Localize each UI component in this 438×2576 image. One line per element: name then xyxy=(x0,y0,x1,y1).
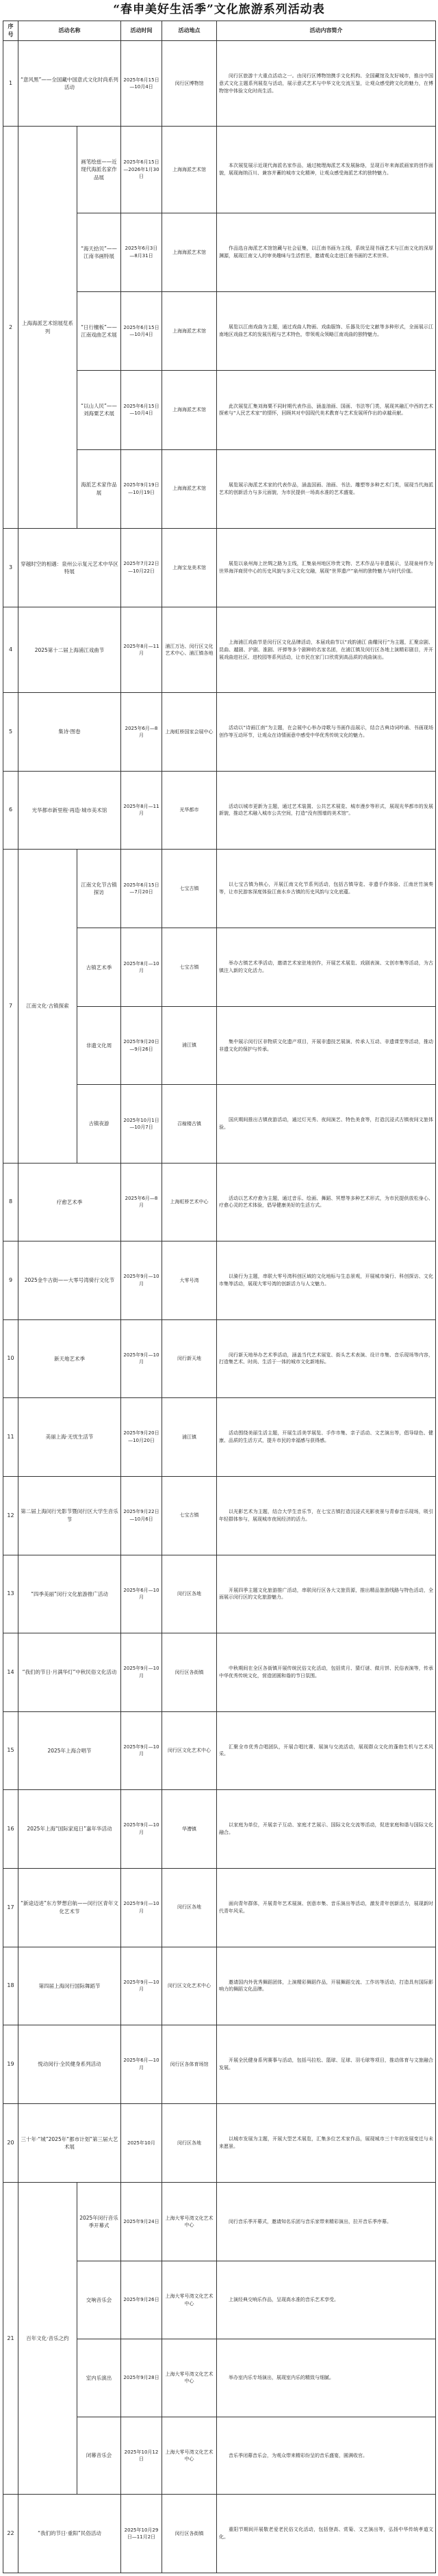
activity-description: 此次展览汇集刘海粟不同时期代表作品，涵盖油画、国画、书法等门类，展现其融汇中西的艺术探索与“人民艺术家”的情怀，回顾其对中国现代美术教育与艺术发展所作出的卓越贡献。 xyxy=(217,371,436,449)
activity-name: 疗愈艺术季 xyxy=(18,1163,121,1241)
activity-time: 2025年9月—10月 xyxy=(121,1711,162,1789)
row-number: 2 xyxy=(3,127,18,529)
activity-location: 上海海派艺术馆 xyxy=(162,213,217,291)
table-row xyxy=(3,693,436,771)
activity-location: 闵行区各街镇 xyxy=(162,2495,217,2573)
table-row xyxy=(3,41,436,127)
activity-description: 以骑行为主题，串联大零号湾科创区域的文化地标与生态景观，开展城市骑行、科创探访、文化市集等活动，展现大零号湾的创新活力与人文魅力。 xyxy=(217,1241,436,1319)
activity-description: 集中展示闵行区非物质文化遗产项目，开展非遗技艺展演、传承人互动、非遗课堂等活动，推动非遗文化的保护与传承。 xyxy=(217,1006,436,1084)
activity-location: 闵行区各街镇 xyxy=(162,1633,217,1711)
sub-activity-name: “海天拾贝”——江南书画特展 xyxy=(77,213,121,291)
row-number: 11 xyxy=(3,1398,18,1476)
activity-description: 上演经典交响乐作品，呈现高水准的音乐艺术享受。 xyxy=(217,2261,436,2339)
activity-description: 开展四季主题文化旅游推广活动，串联闵行区各大文旅资源，推出精品旅游线路与特色活动，全面展示闵行区的文化旅游魅力。 xyxy=(217,1555,436,1633)
activity-time: 2025年9月28日 xyxy=(121,2339,162,2417)
activity-time: 2025年6月—10月 xyxy=(121,1555,162,1633)
activity-name: 上海海派艺术馆展览系列 xyxy=(18,127,77,529)
activity-name: 集诗·图卷 xyxy=(18,693,121,771)
activity-time: 2025年10月1日—10月7日 xyxy=(121,1085,162,1163)
activity-location: 闵行区文化艺术中心 xyxy=(162,1947,217,2025)
activity-name: 第四届上海闵行国际舞蹈节 xyxy=(18,1947,121,2025)
table-row xyxy=(3,1241,436,1319)
activity-time: 2025年6月3日—8月31日 xyxy=(121,213,162,291)
table-row xyxy=(3,1633,436,1711)
activity-time: 2025年6月—8月 xyxy=(121,693,162,771)
activity-name: “四季美丽”闵行文化旅游推广活动 xyxy=(18,1555,121,1633)
sub-activity-name: 古镇艺术季 xyxy=(77,928,121,1006)
activity-location: 上海虹桥国家会展中心 xyxy=(162,693,217,771)
sub-activity-name: “日行檀板”——江南戏曲艺术展 xyxy=(77,292,121,371)
activity-time: 2025年7月22日—10月22日 xyxy=(121,528,162,607)
activity-location: 大零号湾 xyxy=(162,1241,217,1319)
activity-location: 浦江镇 xyxy=(162,1006,217,1084)
activity-location: 七宝古镇 xyxy=(162,850,217,928)
activity-time: 2025年9月—10月 xyxy=(121,1319,162,1397)
activity-time: 2025年9月—10月 xyxy=(121,1868,162,1947)
table-row xyxy=(3,771,436,849)
row-number: 17 xyxy=(3,1868,18,1947)
table-row xyxy=(3,528,436,607)
activity-description: 中秋期间在全区各街镇开展传统民俗文化活动，包括赏月、猜灯谜、做月饼、民俗表演等，传承中华优秀传统文化，营造团圆和谐的节日氛围。 xyxy=(217,1633,436,1711)
activity-time: 2025年10月29日—11月2日 xyxy=(121,2495,162,2573)
activity-description: 展览以江南戏曲为主题，通过戏曲人物画、戏曲服饰、乐器及历史文献等多种形式，全面展示江南地区戏曲艺术的发展历程与艺术特色，带领观众领略江南戏曲的独特魅力。 xyxy=(217,292,436,371)
activity-location: 上海海派艺术馆 xyxy=(162,371,217,449)
table-row xyxy=(3,1476,436,1555)
row-number: 20 xyxy=(3,2103,18,2182)
activity-time: 2025年8月—11月 xyxy=(121,771,162,849)
table-row xyxy=(3,1555,436,1633)
activity-time: 2025年10月 xyxy=(121,2103,162,2182)
activity-location: 上海虹桥艺术中心 xyxy=(162,1163,217,1241)
activity-time: 2025年9月—10月 xyxy=(121,1633,162,1711)
table-body xyxy=(3,41,436,2573)
activity-description: 作品选自海派艺术馆馆藏与社会征集，以江南书画为主线，系统呈现书画艺术与江南文化的深厚渊源，展现江南文人的审美趣味与生活哲思，邀请观众走进江南书画的艺术世界。 xyxy=(217,213,436,291)
activity-description: 以光影艺术为主题，结合大学生音乐节，在七宝古镇打造沉浸式光影夜景与青春音乐现场，吸引年轻群体参与，展现城市夜间经济的活力。 xyxy=(217,1476,436,1555)
activity-time: 2025年9月22日—10月6日 xyxy=(121,1476,162,1555)
activity-description: 活动以艺术疗愈为主题，通过音乐、绘画、舞蹈、冥想等多种艺术形式，为市民提供放松身心、疗愈心灵的艺术体验，倡导健康美好的生活方式。 xyxy=(217,1163,436,1241)
activity-name: 2025年上海合唱节 xyxy=(18,1711,121,1789)
row-number: 1 xyxy=(3,41,18,127)
activity-time: 2025年9月20日—9月26日 xyxy=(121,1006,162,1084)
activity-time: 2025年8月—10月 xyxy=(121,928,162,1006)
table-row xyxy=(3,1947,436,2025)
activity-location: 七宝古镇 xyxy=(162,1476,217,1555)
activity-time: 2025年10月12日 xyxy=(121,2417,162,2495)
table-row xyxy=(3,2103,436,2182)
activity-description: 闵行新天地举办艺术季活动，涵盖当代艺术展览、街头艺术表演、设计市集、音乐现场等内容，打造集艺术、时尚、生活于一体的城市文化新地标。 xyxy=(217,1319,436,1397)
sub-activity-name: 室内乐演出 xyxy=(77,2339,121,2417)
activity-name: “我们的节日·月满华灯”中秋民俗文化活动 xyxy=(18,1633,121,1711)
activity-description: 活动以“诗画江南”为主题，在会展中心举办诗歌与书画作品展示，结合古典诗词吟诵、书画现场创作等互动环节，让观众在诗情画意中感受中华优秀传统文化的魅力。 xyxy=(217,693,436,771)
row-number: 13 xyxy=(3,1555,18,1633)
row-number: 21 xyxy=(3,2182,18,2495)
row-number: 18 xyxy=(3,1947,18,2025)
activity-location: 上海海派艺术馆 xyxy=(162,449,217,528)
sub-activity-name: 画笔绘兹——近现代海派名家作品展 xyxy=(77,127,121,213)
activity-location: 闵行新天地 xyxy=(162,1319,217,1397)
activity-location: 七宝古镇 xyxy=(162,928,217,1006)
activity-time: 2025年6月15日—10月4日 xyxy=(121,371,162,449)
table-row xyxy=(3,127,436,213)
activity-location: 闵行区各地 xyxy=(162,2103,217,2182)
table-row xyxy=(3,1319,436,1397)
row-number: 5 xyxy=(3,693,18,771)
activity-location: 闵行区文化艺术中心 xyxy=(162,1711,217,1789)
sub-activity-name: 交响音乐会 xyxy=(77,2261,121,2339)
header-no: 序号 xyxy=(3,21,18,41)
activity-name: “意风黑”——全国藏中国意式文化时尚系列活动 xyxy=(18,41,121,127)
row-number: 3 xyxy=(3,528,18,607)
activity-description: 以家庭为单位，开展亲子互动、家庭才艺展示、国际文化交流等活动，促进家庭和谐与国际文化融合。 xyxy=(217,1790,436,1868)
activity-time: 2025年6月15日—10月4日 xyxy=(121,41,162,127)
activity-location: 闵行区各地 xyxy=(162,1555,217,1633)
sub-activity-name: 江南文化节古镇探访 xyxy=(77,850,121,928)
row-number: 6 xyxy=(3,771,18,849)
activity-time: 2025年9月26日 xyxy=(121,2261,162,2339)
activity-description: 本次展览展示近现代海派名家作品，通过梳理海派艺术发展脉络，呈现百年来海派画家的创作面貌，展现海纳百川、兼容并蓄的城市文化精神，让观众感受海派艺术的独特魅力。 xyxy=(217,127,436,213)
activity-location: 上海大零号湾文化艺术中心 xyxy=(162,2339,217,2417)
activity-location: 光华都市 xyxy=(162,771,217,849)
activity-location: 华漕镇 xyxy=(162,1790,217,1868)
row-number: 4 xyxy=(3,607,18,693)
table-header-row xyxy=(3,21,436,41)
row-number: 14 xyxy=(3,1633,18,1711)
table-row xyxy=(3,2495,436,2573)
activity-time: 2025年9月—10月 xyxy=(121,1790,162,1868)
activity-location: 闵行区各体育场馆 xyxy=(162,2025,217,2103)
table-row xyxy=(3,1711,436,1789)
activity-description: 闵行区旅游十大重点活动之一。由闵行区博物馆携手文化机构、全国藏馆及友好城市，推出中国意式文化主题系列展览与活动，展示意式艺术与中华文化交流互鉴，让观众感受跨文化的魅力，在博物馆中体验文化时尚生活。 xyxy=(217,41,436,127)
activity-time: 2025年6月—8月 xyxy=(121,1163,162,1241)
activity-description: 重阳节期间开展敬老爱老民俗文化活动，包括登高、赏菊、文艺演出等，弘扬中华传统孝道文化。 xyxy=(217,2495,436,2573)
activity-description: 闵行音乐季开幕式，邀请知名乐团与音乐家带来精彩演出，拉开音乐季序幕。 xyxy=(217,2182,436,2261)
row-number: 10 xyxy=(3,1319,18,1397)
activity-name: 新天地艺术季 xyxy=(18,1319,121,1397)
activity-location: 浦江万达、闵行区文化艺术中心、浦江镇各地 xyxy=(162,607,217,693)
activity-time: 2025年9月—10月 xyxy=(121,1241,162,1319)
table-header xyxy=(3,21,436,41)
activity-description: 邀请国内外优秀舞蹈团体，上演精彩舞蹈作品，开展舞蹈交流、工作坊等活动，打造具有国际影响力的舞蹈文化品牌。 xyxy=(217,1947,436,2025)
header-name: 活动名称 xyxy=(18,21,121,41)
activity-description: 音乐季闭幕音乐会，为观众带来精彩纷呈的音乐盛宴，圆满收官。 xyxy=(217,2417,436,2495)
activity-name: 悦动闵行·全民健身系列活动 xyxy=(18,2025,121,2103)
row-number: 16 xyxy=(3,1790,18,1868)
activity-time: 2025年6月15日—7月20日 xyxy=(121,850,162,928)
activity-description: 国庆期间推出古镇夜游活动，通过灯光秀、夜间演艺、特色美食等，打造沉浸式古镇夜间文旅体验。 xyxy=(217,1085,436,1163)
table-row xyxy=(3,850,436,928)
activity-name: 三十年·“城”2025年“都市计划”第三届大艺术展 xyxy=(18,2103,121,2182)
header-location: 活动地点 xyxy=(162,21,217,41)
activity-name: “我们的节日·重阳”民俗活动 xyxy=(18,2495,121,2573)
table-row xyxy=(3,1398,436,1476)
activity-location: 上海大零号湾文化艺术中心 xyxy=(162,2261,217,2339)
activity-description: 举办古镇艺术季活动，邀请艺术家驻地创作，开展艺术展览、戏剧表演、文创市集等活动，为古镇注入新的文化活力。 xyxy=(217,928,436,1006)
sub-activity-name: 非遗文化周 xyxy=(77,1006,121,1084)
table-row xyxy=(3,1163,436,1241)
activity-description: 以七宝古镇为核心，开展江南文化节系列活动，包括古镇导览、非遗手作体验、江南丝竹演奏等，让市民游客深度体验江南水乡古镇的历史风韵与文化底蕴。 xyxy=(217,850,436,928)
activity-name: 百年文化·音乐之约 xyxy=(18,2182,77,2495)
row-number: 9 xyxy=(3,1241,18,1319)
table-row xyxy=(3,2025,436,2103)
activity-name: 光华都市新里程·再造·城市美术馆 xyxy=(18,771,121,849)
activity-location: 上海宝龙美术馆 xyxy=(162,528,217,607)
activity-description: 展览以泉州海上丝绸之路为主线，汇集泉州地区珍贵文物、艺术作品与非遗展示，呈现泉州作为世界海洋商贸中心的历史风貌与多元文化交融，展现“世界遗产”泉州的独特魅力与时代价值。 xyxy=(217,528,436,607)
activity-name: 2025第十二届上海浦江戏曲节 xyxy=(18,607,121,693)
activity-location: 上海海派艺术馆 xyxy=(162,127,217,213)
activity-name: “新途迈进”东方梦想启航——闵行区青年文化艺术节 xyxy=(18,1868,121,1947)
sub-activity-name: 海派艺术家作品展 xyxy=(77,449,121,528)
row-number: 7 xyxy=(3,850,18,1164)
activity-location: 闵行区博物馆 xyxy=(162,41,217,127)
activity-name: 第二届上海闵行光影节暨闵行区大学生音乐节 xyxy=(18,1476,121,1555)
activity-table xyxy=(3,21,436,2573)
activity-description: 展览展示海派艺术家的代表作品，涵盖国画、油画、书法、雕塑等多种艺术门类，展现当代海派艺术的创新活力与多元面貌，为市民提供一场高水准的艺术盛宴。 xyxy=(217,449,436,528)
row-number: 19 xyxy=(3,2025,18,2103)
row-number: 8 xyxy=(3,1163,18,1241)
activity-description: 以城市发展为主题，开展大型艺术展览，汇集多位艺术家作品，展现城市三十年的发展变迁与未来愿景。 xyxy=(217,2103,436,2182)
row-number: 15 xyxy=(3,1711,18,1789)
table-row xyxy=(3,1868,436,1947)
activity-name: 穿越时空的相遇：泉州公示复元艺术中华区特展 xyxy=(18,528,121,607)
table-row xyxy=(3,2182,436,2261)
row-number: 12 xyxy=(3,1476,18,1555)
row-number: 22 xyxy=(3,2495,18,2573)
activity-time: 2025年6月15日—10月4日 xyxy=(121,292,162,371)
activity-location: 召稼楼古镇 xyxy=(162,1085,217,1163)
table-row xyxy=(3,1790,436,1868)
activity-description: 活动围绕美丽生活主题，开展生活美学展览、手作市集、亲子活动、文艺演出等，倡导绿色、健康、品质的生活方式，提升市民的幸福感与获得感。 xyxy=(217,1398,436,1476)
sub-activity-name: “以山人民”——刘海粟艺术展 xyxy=(77,371,121,449)
table-row xyxy=(3,607,436,693)
activity-time: 2025年9月24日 xyxy=(121,2182,162,2261)
activity-location: 上海大零号湾文化艺术中心 xyxy=(162,2182,217,2261)
activity-description: 开展全民健身系列赛事与活动，包括马拉松、篮球、足球、羽毛球等项目，推动体育与文旅融合发展。 xyxy=(217,2025,436,2103)
activity-time: 2025年9月20日—10月20日 xyxy=(121,1398,162,1476)
sub-activity-name: 古镇夜游 xyxy=(77,1085,121,1163)
activity-time: 2025年6月15日—2026年1月30日 xyxy=(121,127,162,213)
activity-name: 2025金牛古街——大零号湾骑行文化节 xyxy=(18,1241,121,1319)
activity-time: 2025年9月—10月 xyxy=(121,1947,162,2025)
activity-name: 江南文化·古镇探索 xyxy=(18,850,77,1164)
activity-description: 汇聚全市优秀合唱团队，开展合唱比赛、展演与交流活动，展现群众文化的蓬勃生机与艺术风采。 xyxy=(217,1711,436,1789)
document-title: “春申美好生活季”文化旅游系列活动表 xyxy=(113,3,325,16)
header-description: 活动内容简介 xyxy=(217,21,436,41)
activity-description: 活动以城市更新为主题，通过艺术装置、公共艺术展览、城市漫步等形式，展现光华都市的发展新貌，推动艺术融入城市公共空间，打造“没有围墙的美术馆”。 xyxy=(217,771,436,849)
activity-time: 2025年9月19日—10月19日 xyxy=(121,449,162,528)
sub-activity-name: 2025年闵行音乐季开幕式 xyxy=(77,2182,121,2261)
activity-description: 面向青年群体，开展青年艺术展演、创意市集、音乐演出等活动，激发青年创新活力，展现新时代青年风采。 xyxy=(217,1868,436,1947)
activity-name: 2025年上海“国际家庭日”嘉年华活动 xyxy=(18,1790,121,1868)
activity-description: 上海浦江戏曲节是闵行区文化品牌活动，本届戏曲节以“戏韵浦江 曲耀闵行”为主题，汇聚京剧、昆曲、越剧、沪剧、淮剧、评弹等多个剧种的名家名团，在浦江镇及闵行区各地上演精彩剧目，并开展戏曲进社区、进校园等系列活动，让市民在家门口欣赏到高品质的戏曲演出。 xyxy=(217,607,436,693)
activity-time: 2025年6月—10月 xyxy=(121,2025,162,2103)
header-time: 活动时间 xyxy=(121,21,162,41)
activity-location: 闵行区各地 xyxy=(162,1868,217,1947)
activity-location: 上海海派艺术馆 xyxy=(162,292,217,371)
activity-location: 上海大零号湾文化艺术中心 xyxy=(162,2417,217,2495)
activity-location: 浦江镇 xyxy=(162,1398,217,1476)
sub-activity-name: 闭幕音乐会 xyxy=(77,2417,121,2495)
activity-description: 举办室内乐专场演出，展现室内乐的精致与细腻。 xyxy=(217,2339,436,2417)
activity-time: 2025年8月—11月 xyxy=(121,607,162,693)
activity-name: 美丽上海·无忧生活节 xyxy=(18,1398,121,1476)
